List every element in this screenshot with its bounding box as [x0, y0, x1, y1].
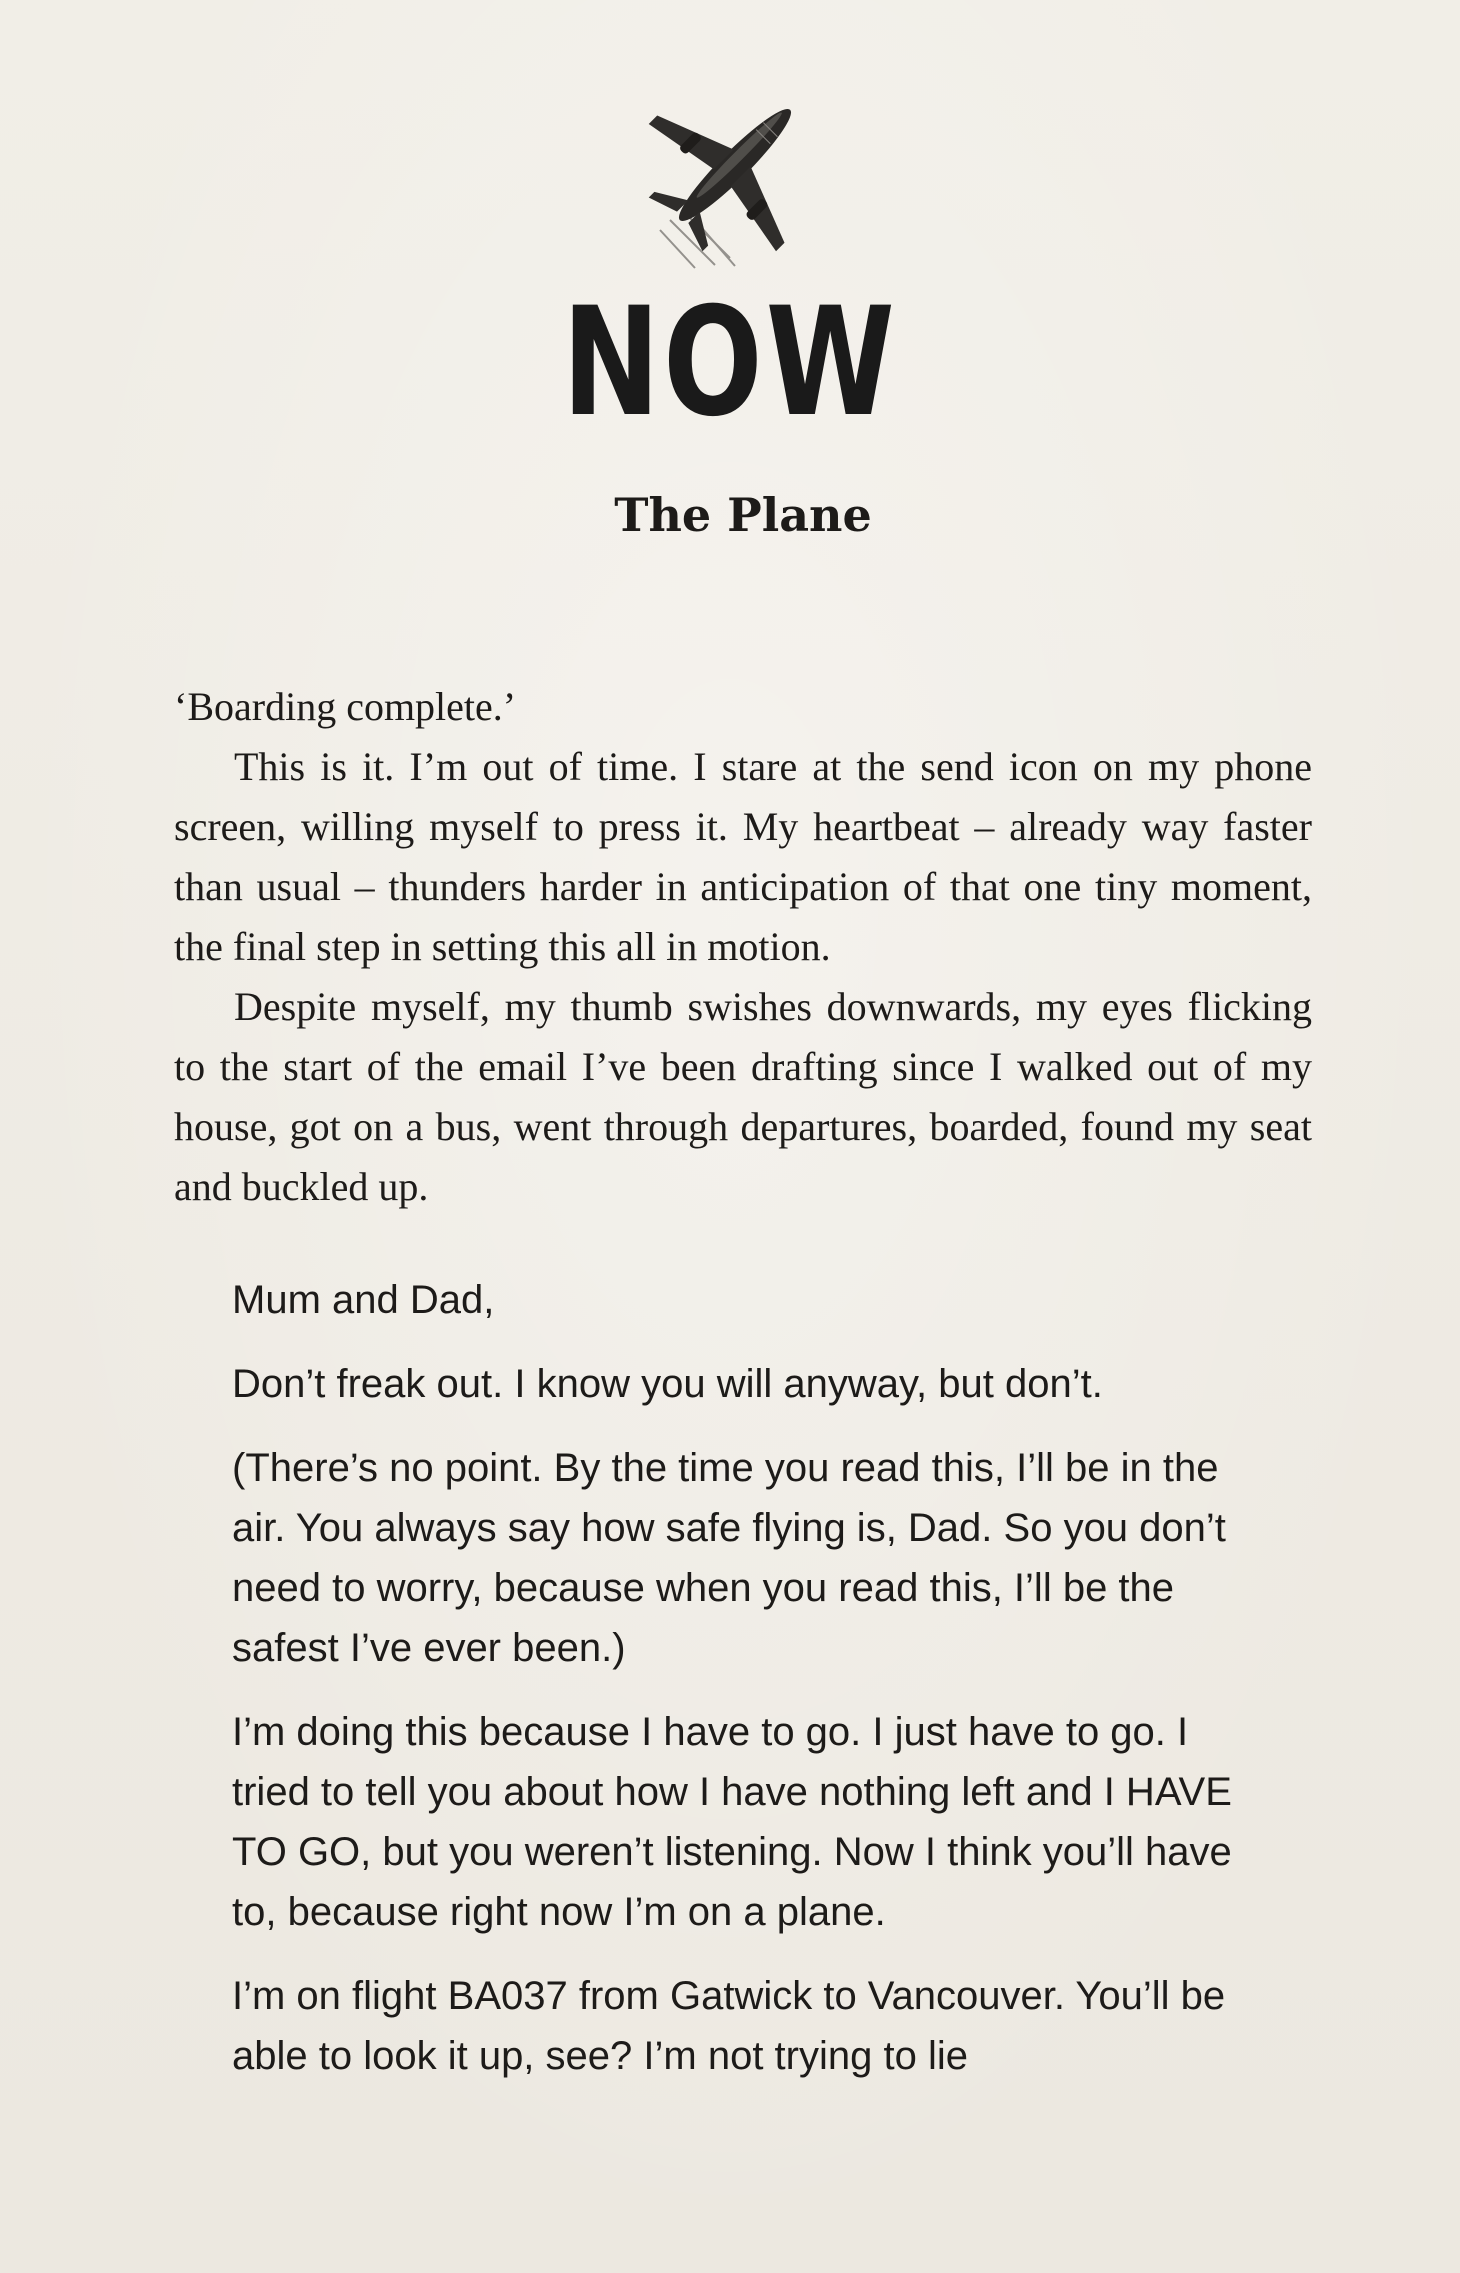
email-draft [232, 1270, 1252, 2110]
email-paragraph: Don’t freak out. I know you will anyway, but don’t. [232, 1362, 1103, 1406]
narrative-paragraph: This is it. I’m out of time. I stare at the send icon on my phone screen, willing myself to press it. My heartbeat – already way faster than usual – thunders harder in anticipation of that one tiny moment, the final step in setting this all in motion. [174, 744, 1312, 969]
email-salutation: Mum and Dad, [232, 1278, 495, 1322]
narrative-paragraph: Despite myself, my thumb swishes downwards, my eyes flicking to the start of the email I’ve been drafting since I walked out of my house, got on a bus, went through departures, boarded, found my seat and buckled up. [174, 984, 1312, 1209]
narrative-text [174, 677, 1312, 1217]
airplane-icon [640, 70, 830, 270]
email-paragraph: (There’s no point. By the time you read this, I’ll be in the air. You always say how safe flying is, Dad. So you don’t need to worry, because when you read this, I’ll be the safest I’ve ever been.) [232, 1446, 1226, 1670]
chapter-title: The Plane [614, 488, 872, 542]
narrative-paragraph: ‘Boarding complete.’ [174, 684, 517, 729]
email-paragraph: I’m on flight BA037 from Gatwick to Vancouver. You’ll be able to look it up, see? I’m not trying to lie [232, 1974, 1226, 2078]
chapter-marker: NOW [562, 276, 898, 450]
email-paragraph: I’m doing this because I have to go. I just have to go. I tried to tell you about how I have nothing left and I HAVE TO GO, but you weren’t listening. Now I think you’ll have to, because right now I’m on a plane. [232, 1710, 1232, 1934]
